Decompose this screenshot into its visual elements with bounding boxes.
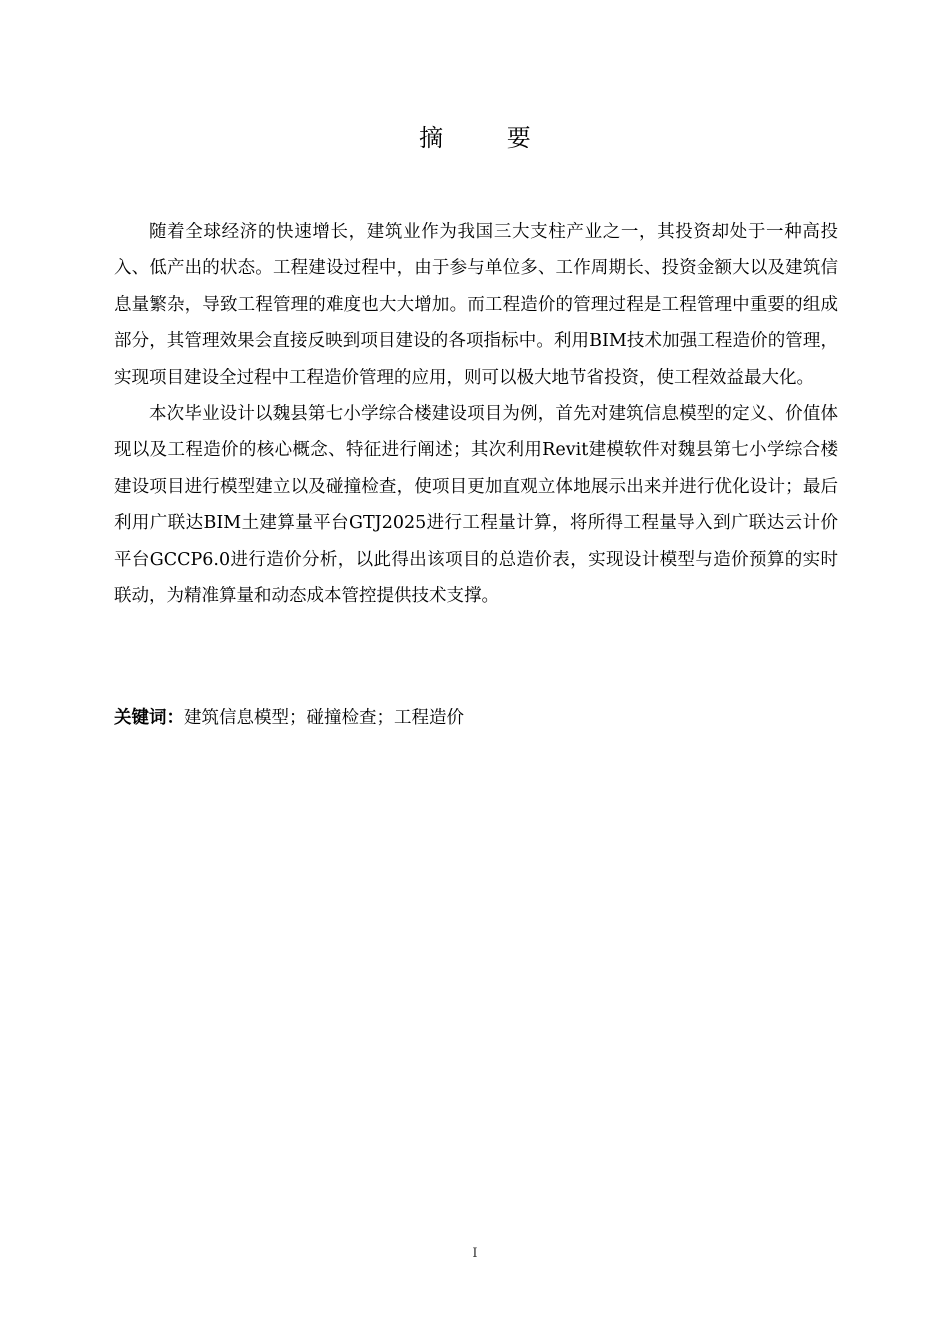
keywords-value: 建筑信息模型；碰撞检查；工程造价 [184, 708, 464, 728]
keywords-line [114, 700, 838, 736]
abstract-paragraph-2: 本次毕业设计以魏县第七小学综合楼建设项目为例，首先对建筑信息模型的定义、价值体现以及工程造价的核心概念、特征进行阐述；其次利用Revit建模软件对魏县第七小学综合楼建设项目进行模型建立以及碰撞检查，使项目更加直观立体地展示出来并进行优化设计；最后利用广联达BIM土建算量平台GTJ2025进行工程量计算，将所得工程量导入到广联达云计价平台GCCP6.0进行造价分析，以此得出该项目的总造价表，实现设计模型与造价预算的实时联动，为精准算量和动态成本管控提供技术支撑。 [114, 404, 838, 607]
page-number: I [472, 1246, 478, 1261]
abstract-title: 摘 要 [419, 124, 559, 152]
keywords-label: 关键词： [114, 708, 184, 728]
abstract-paragraph-1: 随着全球经济的快速增长，建筑业作为我国三大支柱产业之一，其投资却处于一种高投入、低产出的状态。工程建设过程中，由于参与单位多、工作周期长、投资金额大以及建筑信息量繁杂，导致工程管理的难度也大大增加。而工程造价的管理过程是工程管理中重要的组成部分，其管理效果会直接反映到项目建设的各项指标中。利用BIM技术加强工程造价的管理，实现项目建设全过程中工程造价管理的应用，则可以极大地节省投资，使工程效益最大化。 [114, 222, 838, 388]
abstract-body [114, 214, 838, 614]
